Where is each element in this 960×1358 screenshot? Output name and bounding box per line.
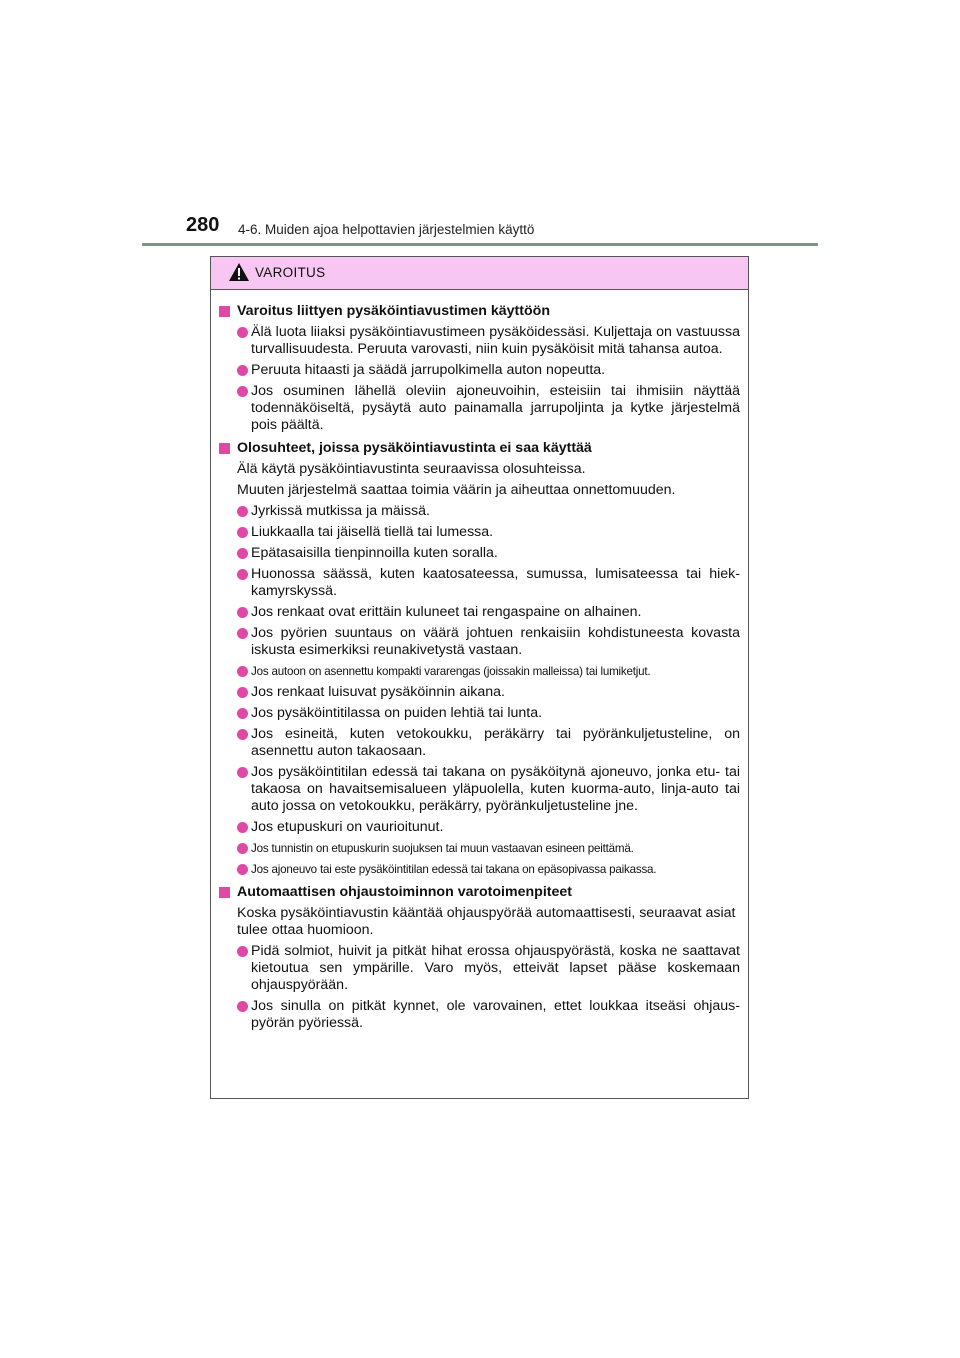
bullet-item-text: Jos renkaat ovat erittäin kuluneet tai rengaspaine on alhainen.	[251, 604, 642, 620]
circle-bullet-icon	[237, 729, 248, 740]
circle-bullet-icon	[237, 843, 248, 854]
bullet-item-text: Jos esineitä, kuten vetokoukku, peräkärry tai pyöränkuljetusteline, on asennettu auton takaosaan.	[251, 726, 740, 759]
bullet-item-text: Jos autoon on asennettu kompakti vararengas (joissakin malleissa) tai lumiketjut.	[251, 665, 651, 678]
bullet-item	[219, 324, 740, 358]
bullet-item	[219, 764, 740, 815]
bullet-item-text: Jos osuminen lähellä oleviin ajoneuvoihin, esteisiin tai ihmisiin näyttää todennäköiseltä, pysäytä auto painamalla jarrupoljinta ja kytke järjestelmä pois päältä.	[251, 383, 740, 433]
circle-bullet-icon	[237, 1001, 248, 1012]
circle-bullet-icon	[237, 628, 248, 639]
circle-bullet-icon	[237, 822, 248, 833]
section-title: 4-6. Muiden ajoa helpottavien järjestelmien käyttö	[238, 222, 535, 237]
bullet-item	[219, 705, 740, 722]
circle-bullet-icon	[237, 365, 248, 376]
bullet-item	[219, 840, 740, 857]
circle-bullet-icon	[237, 767, 248, 778]
bullet-item-text: Jos tunnistin on etupuskurin suojuksen tai muun vastaavan esineen peittämä.	[251, 842, 634, 855]
circle-bullet-icon	[237, 946, 248, 957]
page-number: 280	[186, 214, 220, 236]
circle-bullet-icon	[237, 506, 248, 517]
square-bullet-icon	[219, 443, 230, 454]
circle-bullet-icon	[237, 527, 248, 538]
section-heading-text: Varoitus liittyen pysäköintiavustimen käyttöön	[237, 303, 550, 319]
warning-body	[211, 290, 748, 1038]
bullet-item-text: Pidä solmiot, huivit ja pitkät hihat erossa ohjauspyörästä, koska ne saattavat kietoutua sen ympärille. Varo myös, etteivät lapset pääse koskemaan ohjauspyörään.	[251, 943, 740, 993]
section-heading-text: Automaattisen ohjaustoiminnon varotoimenpiteet	[237, 884, 573, 900]
circle-bullet-icon	[237, 569, 248, 580]
intro-text: Muuten järjestelmä saattaa toimia väärin ja aiheuttaa onnettomuuden.	[237, 482, 676, 498]
section-heading	[219, 884, 740, 901]
warning-triangle-icon	[228, 262, 250, 287]
bullet-item-text: Huonossa säässä, kuten kaatosateessa, sumussa, lumisateessa tai hiekkamyrskyssä.	[251, 566, 740, 599]
bullet-item-text: Jos etupuskuri on vaurioitunut.	[251, 819, 444, 835]
square-bullet-icon	[219, 306, 230, 317]
bullet-item	[219, 604, 740, 621]
bullet-item	[219, 684, 740, 701]
bullet-item	[219, 383, 740, 434]
bullet-item	[219, 726, 740, 760]
section-heading	[219, 303, 740, 320]
bullet-item	[219, 943, 740, 994]
section-gap	[219, 1036, 740, 1038]
circle-bullet-icon	[237, 666, 248, 677]
circle-bullet-icon	[237, 607, 248, 618]
bullet-item-text: Jos pysäköintitilassa on puiden lehtiä tai lunta.	[251, 705, 543, 721]
circle-bullet-icon	[237, 864, 248, 875]
bullet-item-text: Jos ajoneuvo tai este pysäköintitilan edessä tai takana on epäsopivassa paikassa.	[251, 863, 657, 876]
bullet-item	[219, 524, 740, 541]
bullet-item-text: Epätasaisilla tienpinnoilla kuten soralla.	[251, 545, 498, 561]
bullet-item-text: Liukkaalla tai jäisellä tiellä tai lumessa.	[251, 524, 494, 540]
section-heading-text: Olosuhteet, joissa pysäköintiavustinta ei saa käyttää	[237, 440, 592, 456]
circle-bullet-icon	[237, 687, 248, 698]
circle-bullet-icon	[237, 386, 248, 397]
circle-bullet-icon	[237, 327, 248, 338]
bullet-item-text: Jos renkaat luisuvat pysäköinnin aikana.	[251, 684, 505, 700]
warning-box	[210, 256, 749, 1099]
bullet-item	[219, 566, 740, 600]
bullet-item	[219, 503, 740, 520]
bullet-item	[219, 625, 740, 659]
bullet-item-text: Peruuta hitaasti ja säädä jarrupolkimella auton nopeutta.	[251, 362, 606, 378]
bullet-item-text: Jyrkissä mutkissa ja mäissä.	[251, 503, 430, 519]
circle-bullet-icon	[237, 708, 248, 719]
bullet-item	[219, 819, 740, 836]
bullet-item	[219, 861, 740, 878]
intro-text: Koska pysäköintiavustin kääntää ohjauspyörää automaattisesti, seuraavat asiat tulee ottaa huomioon.	[237, 905, 736, 938]
bullet-item	[219, 545, 740, 562]
section-heading	[219, 440, 740, 457]
square-bullet-icon	[219, 887, 230, 898]
bullet-item-text: Jos sinulla on pitkät kynnet, ole varovainen, ettet loukkaa itseäsi ohjauspyörän pyöriessä.	[251, 998, 740, 1031]
bullet-item-text: Jos pysäköintitilan edessä tai takana on pysäköitynä ajoneuvo, jonka etu- tai takaosa on havaitsemisalueen yläpuolella, kuten kuorma-auto, linja-auto tai auto jossa on vetokoukku, peräkärry, pyöränkuljetusteline jne.	[251, 764, 740, 814]
warning-header	[211, 257, 748, 290]
bullet-item	[219, 998, 740, 1032]
bullet-item	[219, 362, 740, 379]
circle-bullet-icon	[237, 548, 248, 559]
bullet-item-text: Jos pyörien suuntaus on väärä johtuen renkaisiin kohdistuneesta kovasta iskusta esimerkiksi reunakivetystä vastaan.	[251, 625, 740, 658]
bullet-item-text: Älä luota liiaksi pysäköintiavustimeen pysäköidessäsi. Kuljettaja on vastuussa turvallisuudesta. Peruuta varovasti, niin kuin pysäköisit mitä tahansa autoa.	[251, 324, 740, 357]
warning-label: VAROITUS	[255, 265, 326, 280]
bullet-item	[219, 663, 740, 680]
intro-text: Älä käytä pysäköintiavustinta seuraavissa olosuhteissa.	[237, 461, 586, 477]
header-rule	[142, 243, 818, 246]
